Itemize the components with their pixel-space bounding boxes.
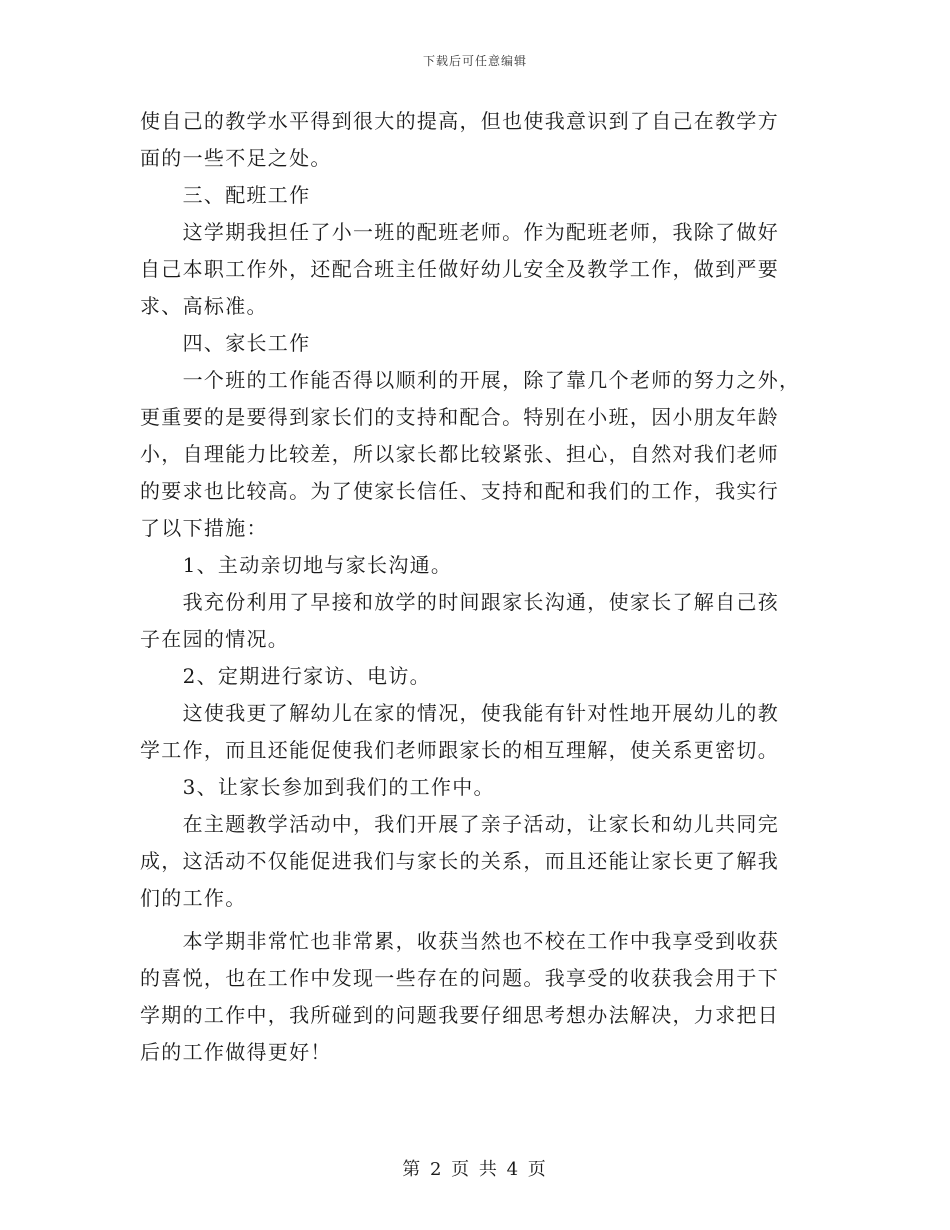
text-line: 在主题教学活动中，我们开展了亲子活动，让家长和幼儿共同完 xyxy=(140,812,779,836)
text-line: 本学期非常忙也非常累，收获当然也不校在工作中我享受到收获 xyxy=(140,929,779,953)
page-header: 下载后可任意编辑 xyxy=(422,54,527,68)
text-line: 面的一些不足之处。 xyxy=(140,146,332,170)
text-line: 子在园的情况。 xyxy=(140,627,290,651)
list-item-heading: 1、主动亲切地与家长沟通。 xyxy=(140,553,453,577)
document-body xyxy=(140,103,806,1071)
text-line: 求、高标准。 xyxy=(140,294,268,318)
text-line: 们的工作。 xyxy=(140,886,247,910)
text-line: 了以下措施： xyxy=(140,516,268,540)
text-line: 成，这活动不仅能促进我们与家长的关系，而且还能让家长更了解我 xyxy=(140,849,779,873)
list-item-heading: 3、让家长参加到我们的工作中。 xyxy=(140,775,495,799)
text-line: 使自己的教学水平得到很大的提高，但也使我意识到了自己在教学方 xyxy=(140,109,779,133)
list-item-heading: 2、定期进行家访、电访。 xyxy=(140,664,431,688)
text-line: 这学期我担任了小一班的配班老师。作为配班老师，我除了做好 xyxy=(140,220,779,244)
text-line: 学工作，而且还能促使我们老师跟家长的相互理解，使关系更密切。 xyxy=(140,738,779,762)
text-line: 更重要的是要得到家长们的支持和配合。特别在小班，因小朋友年龄 xyxy=(140,405,779,429)
page-footer: 第 2 页 共 4 页 xyxy=(402,1159,548,1180)
text-line: 小，自理能力比较差，所以家长都比较紧张、担心，自然对我们老师 xyxy=(140,442,779,466)
text-line: 这使我更了解幼儿在家的情况，使我能有针对性地开展幼儿的教 xyxy=(140,701,779,725)
section-heading: 四、家长工作 xyxy=(140,331,311,355)
text-line: 一个班的工作能否得以顺利的开展，除了靠几个老师的努力之外， xyxy=(140,368,801,392)
text-line: 后的工作做得更好！ xyxy=(140,1040,332,1064)
text-line: 我充份利用了早接和放学的时间跟家长沟通，使家长了解自己孩 xyxy=(140,590,779,614)
text-line: 的喜悦，也在工作中发现一些存在的问题。我享受的收获我会用于下 xyxy=(140,966,779,990)
text-line: 自己本职工作外，还配合班主任做好幼儿安全及教学工作，做到严要 xyxy=(140,257,779,281)
section-heading: 三、配班工作 xyxy=(140,183,311,207)
text-line: 的要求也比较高。为了使家长信任、支持和配和我们的工作，我实行 xyxy=(140,479,779,503)
text-line: 学期的工作中，我所碰到的问题我要仔细思考想办法解决，力求把日 xyxy=(140,1003,779,1027)
